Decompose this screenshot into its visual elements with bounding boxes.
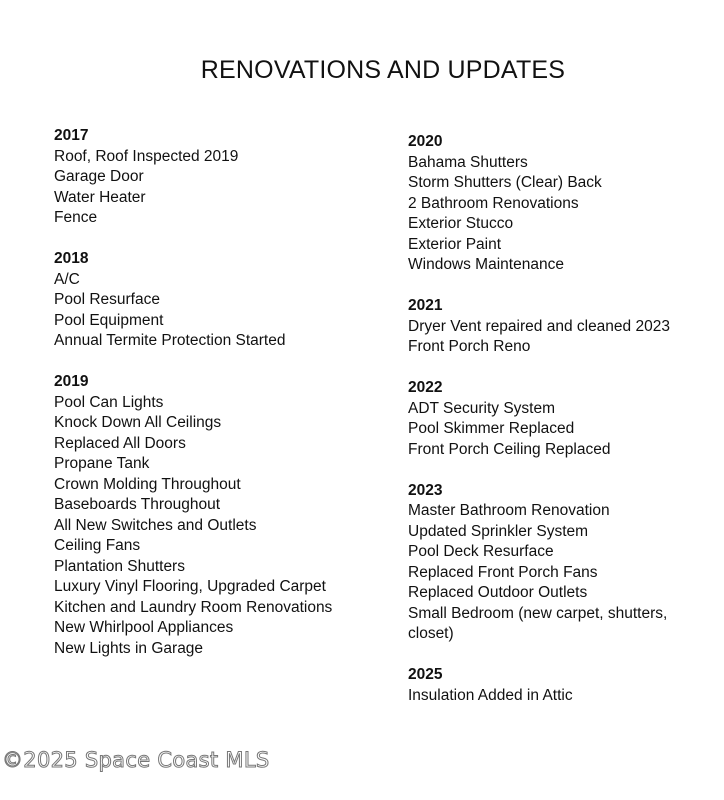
list-item: New Lights in Garage (54, 639, 204, 657)
year-section-2023 (408, 481, 724, 645)
year-heading: 2020 (408, 133, 443, 150)
list-item: Annual Termite Protection Started (54, 332, 286, 349)
list-item: All New Switches and Outlets (54, 516, 257, 534)
year-section-2020 (408, 132, 724, 276)
list-item: Fence (54, 209, 98, 226)
year-heading: 2025 (408, 666, 443, 683)
list-item: Plantation Shutters (54, 557, 185, 575)
list-item: Luxury Vinyl Flooring, Upgraded Carpet (54, 578, 326, 595)
year-heading: 2021 (408, 297, 443, 314)
list-item: A/C (54, 270, 80, 288)
right-column (408, 132, 724, 727)
list-item: Water Heater (54, 188, 146, 206)
year-section-2021 (408, 296, 724, 358)
list-item: Pool Resurface (54, 291, 160, 308)
list-item: Exterior Paint (408, 235, 502, 253)
list-item: Front Porch Reno (408, 338, 531, 355)
year-section-2025 (408, 665, 724, 706)
list-item: Storm Shutters (Clear) Back (408, 174, 602, 191)
list-item: Roof, Roof Inspected 2019 (54, 147, 239, 165)
list-item: Garage Door (54, 168, 144, 185)
mls-watermark: ©2025 Space Coast MLS (2, 748, 270, 772)
list-item: Ceiling Fans (54, 537, 141, 554)
list-item: Replaced Front Porch Fans (408, 563, 598, 581)
list-item: Replaced Outdoor Outlets (408, 584, 588, 601)
list-item: Pool Deck Resurface (408, 543, 554, 560)
list-item: Master Bathroom Renovation (408, 502, 610, 519)
list-item: Replaced All Doors (54, 434, 186, 452)
list-item: Updated Sprinkler System (408, 522, 589, 540)
list-item: Crown Molding Throughout (54, 475, 241, 493)
year-section-2019 (54, 372, 374, 659)
list-item: Pool Can Lights (54, 393, 164, 411)
list-item: Knock Down All Ceilings (54, 414, 222, 431)
list-item: Dryer Vent repaired and cleaned 2023 (408, 317, 670, 335)
left-column (54, 126, 374, 680)
year-section-2022 (408, 378, 724, 460)
list-item: Insulation Added in Attic (408, 686, 573, 704)
list-item: New Whirlpool Appliances (54, 619, 234, 636)
list-item: ADT Security System (408, 399, 556, 417)
list-item: Front Porch Ceiling Replaced (408, 440, 611, 458)
year-section-2018 (54, 249, 374, 352)
year-heading: 2023 (408, 481, 443, 499)
year-heading: 2022 (408, 379, 443, 396)
list-item: Propane Tank (54, 455, 150, 472)
list-item: Small Bedroom (new carpet, shutters, closet) (408, 604, 668, 642)
list-item: Exterior Stucco (408, 215, 514, 232)
list-item: Windows Maintenance (408, 256, 564, 273)
list-item: Kitchen and Laundry Room Renovations (54, 598, 333, 616)
list-item: 2 Bathroom Renovations (408, 194, 579, 212)
page-title: RENOVATIONS AND UPDATES (200, 56, 566, 84)
year-section-2017 (54, 126, 374, 229)
list-item: Pool Skimmer Replaced (408, 420, 575, 437)
list-item: Bahama Shutters (408, 153, 528, 171)
year-heading: 2018 (54, 250, 89, 267)
year-heading: 2017 (54, 127, 89, 144)
year-heading: 2019 (54, 373, 89, 390)
list-item: Baseboards Throughout (54, 496, 221, 513)
list-item: Pool Equipment (54, 311, 164, 329)
